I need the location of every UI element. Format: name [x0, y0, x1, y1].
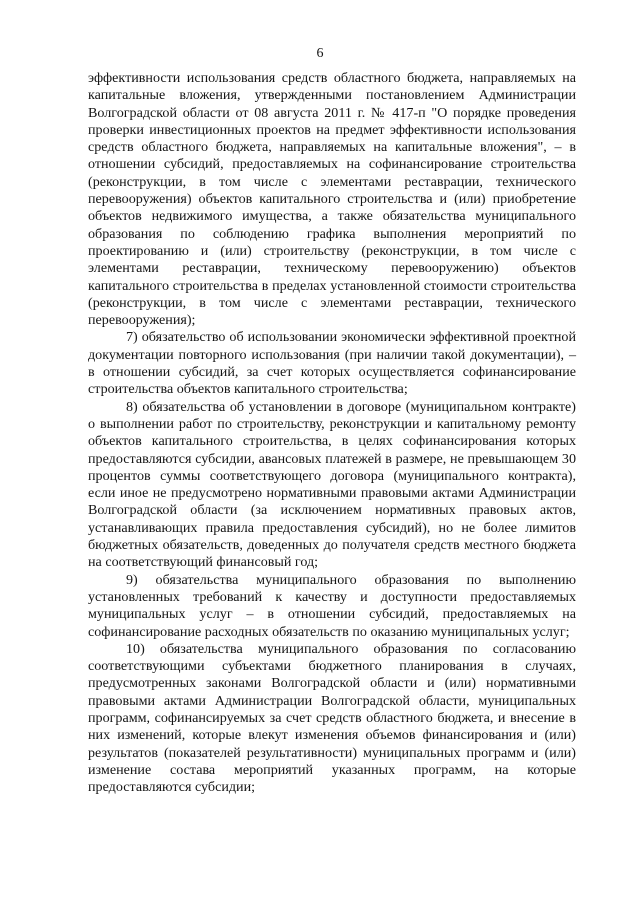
page-number: 6 [316, 46, 324, 61]
paragraph-item-10: 10) обязательства муниципального образования по согласованию соответствующими субъектами бюджетного планирования в случаях, предусмотренных законами Волгоградской области и (или) нормативными правовыми актами Администрации Волгоградской области, муниципальных программ, софинансируемых за счет средств областного бюджета, и внесение в них изменений, которые влекут изменения объемов финансирования и (или) результатов (показателей результативности) муниципальных программ и (или) изменение состава мероприятий указанных программ, на которые предоставляются субсидии; [88, 640, 576, 796]
paragraph-item-9: 9) обязательства муниципального образования по выполнению установленных требований к качеству и доступности предоставляемых муниципальных услуг – в отношении субсидий, предоставляемых на софинансирование расходных обязательств по оказанию муниципальных услуг; [88, 571, 576, 640]
paragraph-item-8: 8) обязательства об установлении в договоре (муниципальном контракте) о выполнении работ по строительству, реконструкции и капитальному ремонту объектов капитального строительства, в целях софинансирования которых предоставляются субсидии, авансовых платежей в размере, не превышающем 30 процентов суммы соответствующего договора (муниципального контракта), если иное не предусмотрено нормативными правовыми актами Администрации Волгоградской области (за исключением нормативных правовых актов, устанавливающих правила предоставления субсидий), но не более лимитов бюджетных обязательств, доведенных до получателя средств местного бюджета на соответствующий финансовый год; [88, 398, 576, 571]
paragraph-continuation: эффективности использования средств областного бюджета, направляемых на капитальные вложения, утвержденными постановлением Администрации Волгоградской области от 08 августа 2011 г. № 417-п "О порядке проведения проверки инвестиционных проектов на предмет эффективности использования средств областного бюджета, направляемых на капитальные вложения", – в отношении субсидий, предоставляемых на софинансирование строительства (реконструкции, в том числе с элементами реставрации, технического перевооружения) объектов капитального строительства и (или) приобретение объектов недвижимого имущества, а также обязательства муниципального образования по соблюдению графика выполнения мероприятий по проектированию и (или) строительству (реконструкции, в том числе с элементами реставрации, техническому перевооружению) объектов капитального строительства в пределах установленной стоимости строительства (реконструкции, в том числе с элементами реставрации, технического перевооружения); [88, 70, 576, 329]
paragraph-item-7: 7) обязательство об использовании экономически эффективной проектной документации повторного использования (при наличии такой документации), – в отношении субсидий, за счет которых осуществляется софинансирование строительства объектов капитального строительства; [88, 329, 576, 398]
document-body [88, 70, 576, 796]
